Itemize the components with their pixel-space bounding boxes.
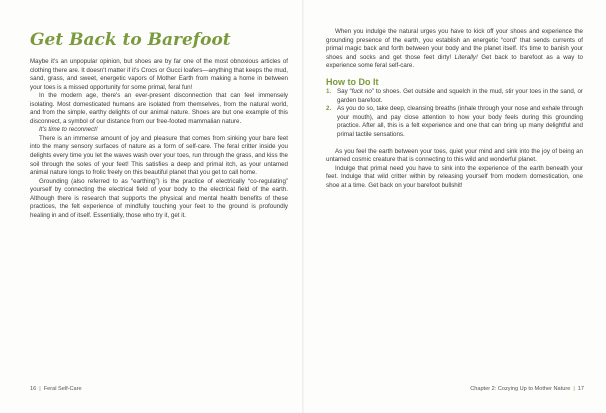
running-head: Chapter 2: Cozying Up to Mother Nature [470,386,571,392]
steps-list [326,88,583,139]
step-number: 1. [326,88,332,96]
step-text: Say “ [337,88,352,96]
paragraph: Maybe it's an unpopular opinion, but shoes are by far one of the most obnoxious articles of clothing there are. It doesn't matter if it's Crocs or Gucci loafers—anything that keeps the mud, sand, grass, and sweet, energetic vapors of Mother Earth from making a home in between your toes is a missed opportunity for some primal, feral fun! [30,58,288,91]
intro-paragraph [326,28,583,71]
step-emphasis: fuck no [351,88,372,96]
step-item [326,88,583,105]
right-body-text [326,28,583,190]
paragraph: There is an immense amount of joy and pleasure that comes from sinking your bare feet into the many sensory surfaces of nature as a form of self-care. The feral critter inside you delights every time you let the waves wash over your toes, run through the grass, and kiss the soil through the soles of your feet! This satisfies a deep and primal itch, as your untamed animal nature longs to frolic freely on this beautiful planet that you get to call home. [30,134,288,177]
paragraph: In the modern age, there's an ever-present disconnection that can feel immensely isolating. Most domesticated humans are isolated from themselves, from the natural world, and from the simple, earthy delights of our animal nature. Shoes are but one example of this disconnect, a symbol of our distance from our free-footed mammalian nature. [30,92,288,125]
footer-divider: | [573,386,575,392]
step-item [326,105,583,139]
spacer [326,140,583,148]
paragraph: Grounding (also referred to as “earthing”) is the practice of electrically “co-regulating” yourself by connecting the electrical field of your body to the electrical field of the earth. Although there is research that supports the physical and mental health benefits of these practices, the felt experience of mindfully touching your feet to the ground is profoundly healing in and of itself. Essentially, those who try it, get it. [30,177,288,219]
page-number: 17 [577,386,584,392]
italic-aside: It's time to reconnect! [39,126,98,134]
paragraph: As you feel the earth between your toes, quiet your mind and sink into the joy of being an untamed cosmic creature that is connecting to this wild and wonderful planet. [326,147,583,164]
footer-divider: | [39,386,41,392]
page-number: 16 [30,386,37,392]
right-footer [470,386,584,392]
section-heading: How to Do It [326,76,379,87]
left-page [0,0,302,413]
step-number: 2. [326,105,332,113]
intro-text-end: Get back to barefoot as a way to experience some feral self-care. [326,53,583,70]
left-footer [30,386,82,392]
right-page [304,0,606,413]
step-text-end: ” to shoes. Get outside and squelch in the mud, stir your toes in the sand, or garden barefoot. [337,88,583,104]
paragraph: Indulge that primal need you have to sink into the experience of the earth beneath your feet. Indulge that wild critter within by releasing yourself from modern domestication, one shoe at a time. Get back on your barefoot bullshit! [326,164,583,189]
left-body-text [30,58,288,220]
section-title: Get Back to Barefoot [30,30,231,50]
intro-emphasis: Literally! [454,53,478,61]
intro-text: When you indulge the natural urges you have to kick off your shoes and experience the grounding presence of the earth, you establish an energetic “cord” that sends currents of primal magic back and forth between your body and the planet itself. It's time to banish your shoes and socks and get those feet dirty! [326,28,583,61]
running-head: Feral Self-Care [43,386,82,392]
step-text: As you do so, take deep, cleansing breaths (inhale through your nose and exhale through your mouth), and pay close attention to how your body feels during this grounding practice. After all, this is a felt experience and one that can bring up many delightful and primal tactile sensations. [337,105,583,139]
